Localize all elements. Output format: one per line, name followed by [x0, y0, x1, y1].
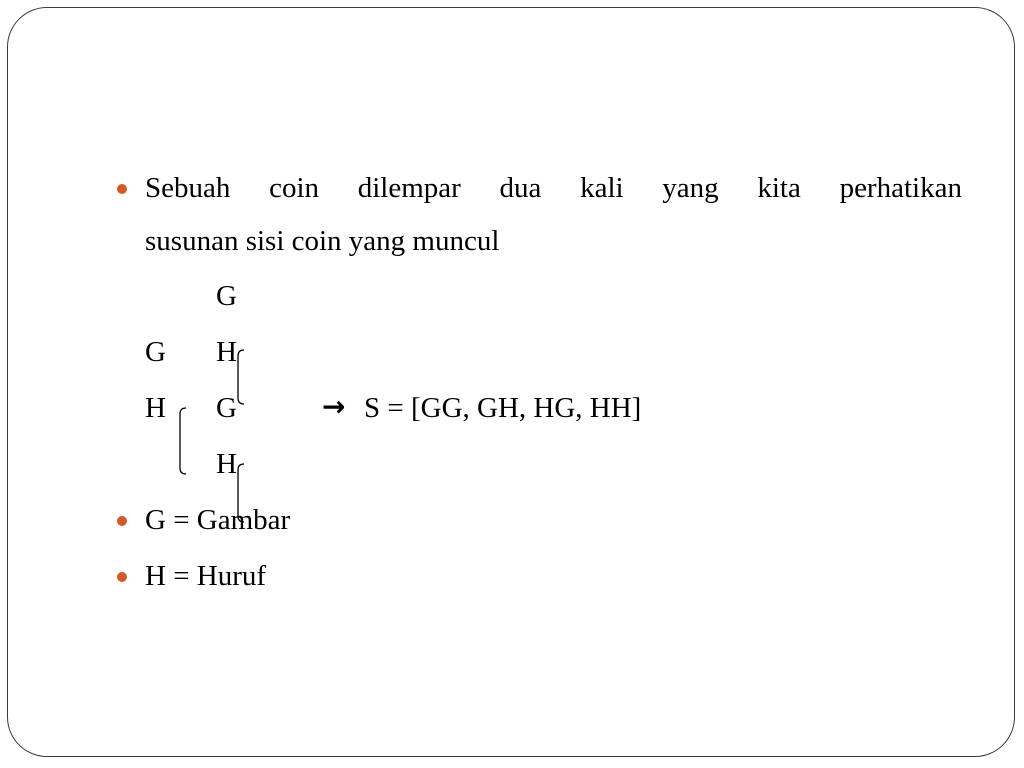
tree-first-toss-g: G — [145, 336, 166, 368]
bullet-marker — [117, 184, 127, 194]
word: dua — [499, 172, 542, 204]
word: dilempar — [357, 172, 461, 204]
word: kali — [580, 172, 624, 204]
tree-second-toss-h1: H — [216, 336, 237, 368]
result-arrow-icon: → — [322, 390, 346, 423]
sample-space-result: S = [GG, GH, HG, HH] — [364, 392, 642, 424]
bullet-marker — [117, 572, 127, 582]
tree-second-toss-g1: G — [216, 280, 237, 312]
bullet-marker — [117, 516, 127, 526]
slide-frame — [7, 7, 1015, 757]
word: kita — [757, 172, 801, 204]
tree-second-toss-h2: H — [216, 448, 237, 480]
word: Sebuah — [145, 172, 231, 204]
bullet-2-text: G = Gambar — [145, 504, 291, 536]
bullet-3-text: H = Huruf — [145, 560, 267, 592]
tree-second-toss-g2: G — [216, 392, 237, 424]
word: perhatikan — [839, 172, 962, 204]
word: yang — [662, 172, 719, 204]
bullet-1-line-2: susunan sisi coin yang muncul — [145, 225, 500, 257]
tree-first-toss-h: H — [145, 392, 166, 424]
word: coin — [269, 172, 320, 204]
bullet-1-line-1 — [145, 174, 962, 203]
